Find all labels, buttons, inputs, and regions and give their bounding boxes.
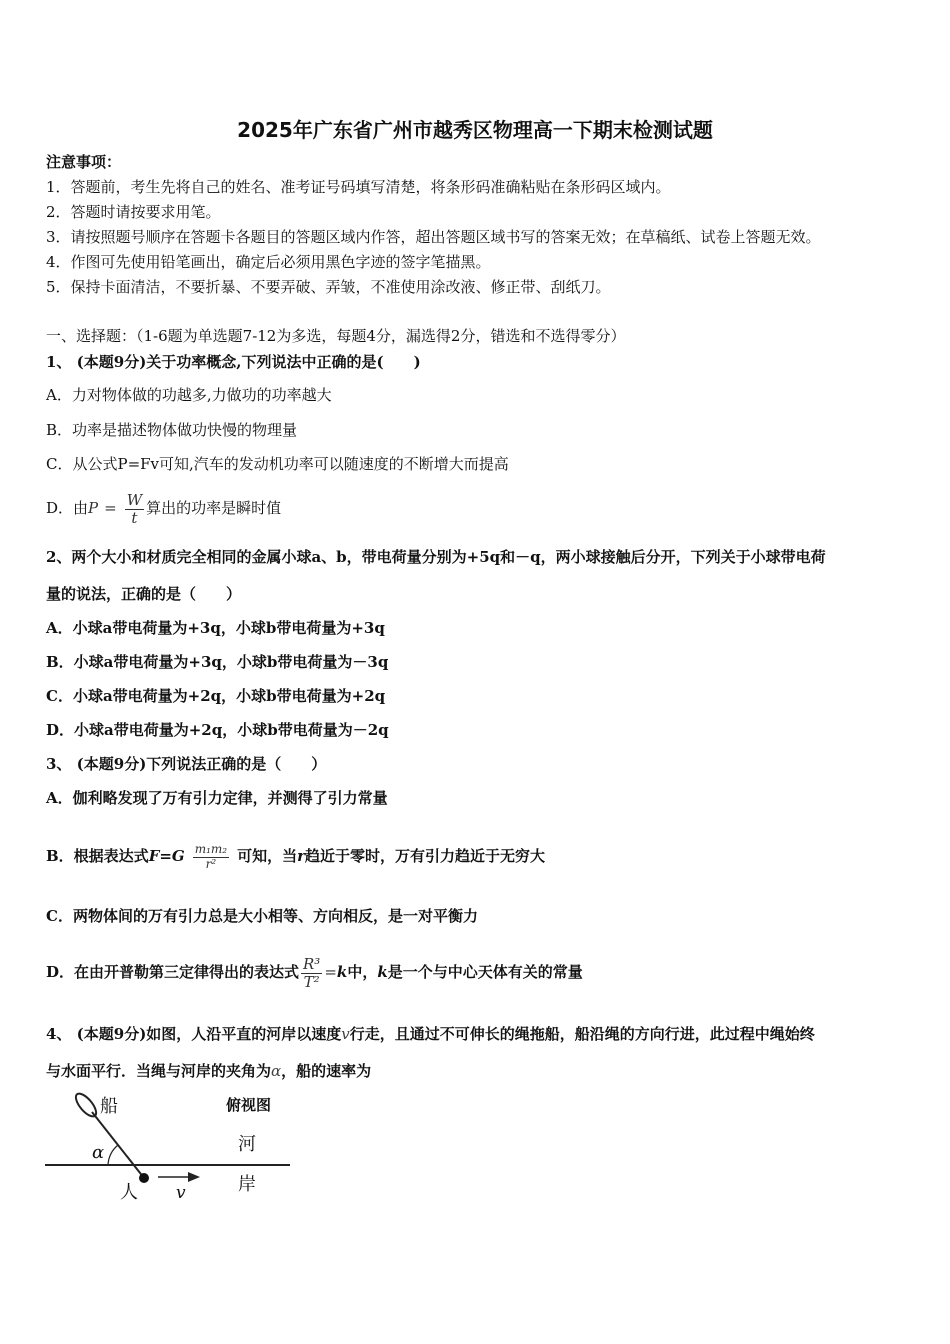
alpha-label: α	[92, 1142, 105, 1163]
formula-equals: =	[324, 963, 337, 981]
velocity-label: v	[176, 1183, 186, 1203]
bank-label: 岸	[238, 1174, 256, 1195]
person-label: 人	[120, 1182, 138, 1203]
formula-fraction	[193, 843, 229, 870]
formula-fraction	[125, 492, 144, 526]
question-1-option-a: A．力对物体做的功越多,力做功的功率越大	[46, 386, 332, 404]
option-b-prefix: B．根据表达式	[46, 847, 149, 865]
fraction-numerator: W	[126, 491, 143, 509]
fraction-denominator: T²	[303, 972, 320, 991]
option-b-text: 可知，当	[237, 847, 298, 865]
option-d-mid: 中，	[347, 963, 378, 981]
stem-text: 与水面平行．当绳与河岸的夹角为	[46, 1062, 272, 1080]
variable-r: r	[297, 847, 306, 865]
question-1-option-b: B．功率是描述物体做功快慢的物理量	[46, 421, 298, 439]
variable-k: k	[377, 963, 388, 981]
section-heading: 一、选择题：（1-6题为单选题7-12为多选，每题4分，漏选得2分，错选和不选得零分）	[46, 327, 626, 345]
option-d-prefix: D．由	[46, 499, 89, 517]
question-3-stem: 3、 (本题9分)下列说法正确的是（ ）	[46, 755, 327, 773]
boat-towing-diagram	[40, 1090, 300, 1205]
question-2-option-b: B．小球a带电荷量为+3q，小球b带电荷量为－3q	[46, 653, 389, 671]
notice-item: 1．答题前，考生先将自己的姓名、准考证号码填写清楚，将条形码准确粘贴在条形码区域内。	[46, 178, 671, 196]
question-2-option-c: C．小球a带电荷量为+2q，小球b带电荷量为+2q	[46, 687, 386, 705]
notice-item: 5．保持卡面清洁，不要折暴、不要弄破、弄皱，不准使用涂改液、修正带、刮纸刀。	[46, 278, 611, 296]
question-4-stem-line1	[46, 1024, 815, 1044]
question-4-stem-line2	[46, 1061, 371, 1081]
arrow-head	[188, 1172, 200, 1182]
fraction-denominator: t	[131, 508, 138, 527]
question-2-stem-line1: 2、两个大小和材质完全相同的金属小球a、b，带电荷量分别为+5q和－q，两小球接触后分开，下列关于小球带电荷	[46, 548, 826, 566]
formula-equals: =	[104, 499, 117, 517]
option-d-suffix: 算出的功率是瞬时值	[146, 499, 282, 517]
notice-item: 3．请按照题号顺序在答题卡各题目的答题区域内作答，超出答题区域书写的答案无效；在草稿纸、试卷上答题无效。	[46, 228, 821, 246]
question-3-option-d	[46, 942, 583, 1002]
option-d-prefix: D．在由开普勒第三定律得出的表达式	[46, 963, 300, 981]
option-d-suffix: 是一个与中心天体有关的常量	[387, 963, 583, 981]
variable-v: v	[341, 1025, 350, 1043]
fraction-numerator: R³	[303, 955, 321, 973]
variable-k: k	[336, 963, 348, 981]
fraction-numerator: m₁m₂	[194, 842, 228, 857]
view-label: 俯视图	[226, 1096, 272, 1114]
formula-force: F=G	[148, 847, 185, 865]
question-3-option-a: A．伽利略发现了万有引力定律，并测得了引力常量	[46, 789, 388, 807]
fraction-denominator: r²	[205, 856, 217, 871]
river-label: 河	[238, 1134, 256, 1155]
notice-heading: 注意事项：	[46, 153, 122, 171]
page-title: 2025年广东省广州市越秀区物理高一下期末检测试题	[237, 118, 713, 142]
formula-fraction	[301, 956, 322, 990]
formula-p: P	[88, 499, 99, 517]
question-3-option-c: C．两物体间的万有引力总是大小相等、方向相反，是一对平衡力	[46, 907, 478, 925]
question-3-option-b	[46, 826, 545, 886]
boat-shape	[72, 1090, 99, 1119]
notice-item: 2．答题时请按要求用笔。	[46, 203, 221, 221]
question-2-option-a: A．小球a带电荷量为+3q，小球b带电荷量为+3q	[46, 619, 385, 637]
angle-arc	[108, 1145, 118, 1165]
person-dot	[139, 1173, 149, 1183]
question-1-option-d	[46, 488, 281, 528]
question-1-stem: 1、 (本题9分)关于功率概念,下列说法中正确的是( )	[46, 353, 421, 371]
notice-item: 4．作图可先使用铅笔画出，确定后必须用黑色字迹的签字笔描黑。	[46, 253, 491, 271]
stem-text: ，船的速率为	[281, 1062, 372, 1080]
boat-label: 船	[100, 1096, 118, 1117]
stem-text: 4、 (本题9分)如图，人沿平直的河岸以速度	[46, 1025, 342, 1043]
question-1-option-c: C．从公式P=Fv可知,汽车的发动机功率可以随速度的不断增大而提高	[46, 455, 509, 473]
variable-alpha: α	[271, 1062, 282, 1080]
stem-text: 行走，且通过不可伸长的绳拖船，船沿绳的方向行进，此过程中绳始终	[349, 1025, 815, 1043]
option-b-suffix: 趋近于零时，万有引力趋近于无穷大	[305, 847, 546, 865]
question-2-option-d: D．小球a带电荷量为+2q，小球b带电荷量为－2q	[46, 721, 389, 739]
question-2-stem-line2: 量的说法，正确的是（ ）	[46, 585, 242, 603]
